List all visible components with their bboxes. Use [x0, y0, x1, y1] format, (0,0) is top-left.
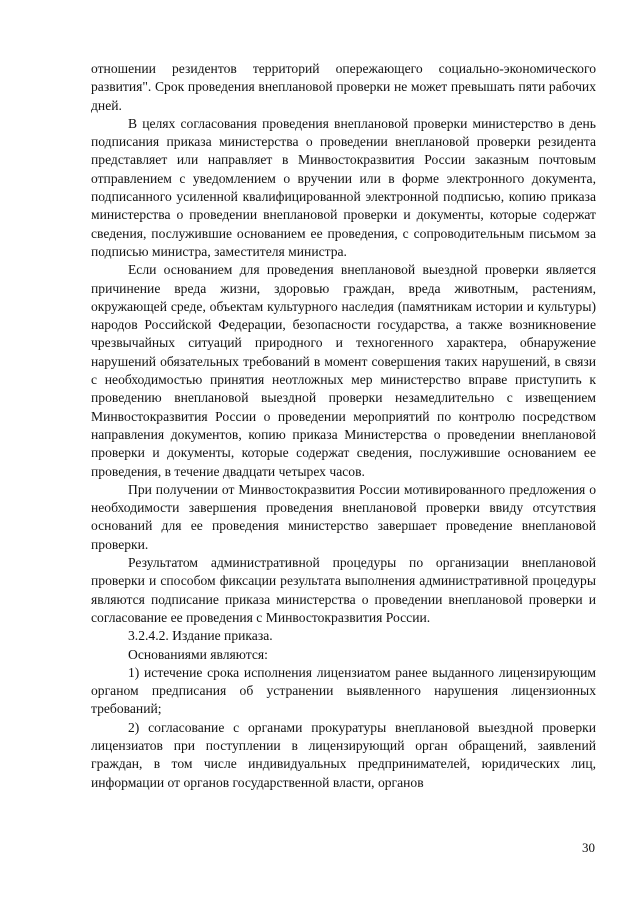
- list-item-1: 1) истечение срока исполнения лицензиатом ранее выданного лицензирующим органом предписания об устранении выявленного нарушения лицензионных требований;: [91, 664, 596, 717]
- section-heading-3-2-4-2: 3.2.4.2. Издание приказа.: [128, 628, 273, 644]
- paragraph-result: Результатом административной процедуры по организации внеплановой проверки и способом фиксации результата выполнения административной процедуры являются подписание приказа министерства о проведении внеплановой проверки и согласование ее проведения с Минвостокразвития России.: [91, 555, 596, 625]
- paragraph-approval: В целях согласования проведения внеплановой проверки министерство в день подписания приказа министерства о проведении внеплановой проверки резидента представляет или направляет в Минвостокразвития России заказным почтовым отправлением с уведомлением о вручении или в форме электронного документа, подписанного усиленной квалифицированной электронной подписью, копию приказа министерства о проведении внеплановой проверки и документы, которые содержат сведения, послужившие основанием ее проведения, с сопроводительным письмом за подписью министра, заместителя министра.: [91, 115, 596, 259]
- list-item-2: 2) согласование с органами прокуратуры внеплановой выездной проверки лицензиатов при поступлении в лицензирующий орган обращений, заявлений граждан, в том числе индивидуальных предпринимателей, юридических лиц, информации от органов государственной власти, органов: [91, 719, 596, 790]
- paragraph-continuation: отношении резидентов территорий опережающего социально-экономического развития". Срок проведения внеплановой проверки не может превышать пяти рабочих дней.: [91, 61, 596, 113]
- paragraph-completion: При получении от Минвостокразвития России мотивированного предложения о необходимости завершения проведения внеплановой проверки ввиду отсутствия оснований для ее проведения министерство завершает проведение внеплановой проверки.: [91, 481, 596, 552]
- paragraph-urgent-inspection: Если основанием для проведения внеплановой выездной проверки является причинение вреда жизни, здоровью граждан, вреда животным, растениям, окружающей среде, объектам культурного наследия (памятникам истории и культуры) народов Российской Федерации, безопасности государства, а также возникновение чрезвычайных ситуаций природного и техногенного характера, обнаружение нарушений обязательных требований в момент совершения таких нарушений, в связи с необходимостью принятия неотложных мер министерство вправе приступить к проведению внеплановой выездной проверки незамедлительно с извещением Минвостокразвития России о проведении мероприятий по контролю посредством направления документов, копию приказа Министерства о проведении внеплановой проверки и документы, которые содержат сведения, послужившие основанием ее проведения, в течение двадцати четырех часов.: [91, 262, 596, 479]
- document-page: [91, 60, 596, 792]
- paragraph-grounds-intro: Основаниями являются:: [128, 646, 268, 662]
- page-number: 30: [582, 840, 595, 855]
